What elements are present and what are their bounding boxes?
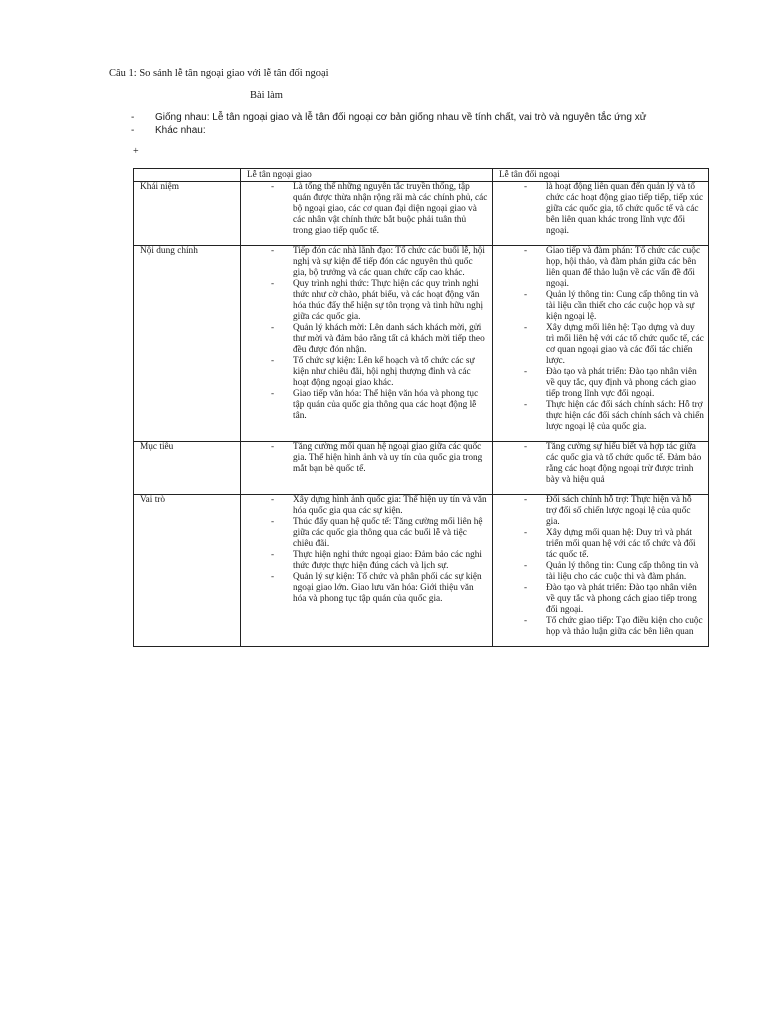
foreign-affairs-protocol-cell	[493, 182, 709, 246]
list-item	[247, 495, 488, 517]
item-text: Quản lý khách mời: Lên danh sách khách mời, gửi thư mời và đảm bảo rằng tất cả khách mời tiếp theo đều được đón nhận.	[293, 323, 485, 355]
item-text: Đối sách chính hỗ trợ: Thực hiện và hỗ trợ đối số chiến lược ngoại lệ của quốc gia.	[546, 495, 692, 527]
item-dash: -	[271, 495, 275, 505]
header-foreign-affairs-protocol: Lễ tân đối ngoại	[493, 169, 709, 182]
list-item	[499, 400, 704, 433]
table-row	[134, 442, 709, 495]
item-dash: -	[524, 400, 528, 410]
item-text: Tiếp đón các nhà lãnh đạo: Tổ chức các buổi lễ, hội nghị và sự kiện để tiếp đón các nguyên thủ quốc gia, bộ trưởng và các quan chức cấp cao khác.	[293, 246, 485, 278]
similarity-bullet	[131, 112, 646, 123]
item-dash: -	[271, 246, 275, 256]
item-text: là hoạt động liên quan đến quản lý và tổ chức các hoạt động giao tiếp tiếp, tiếp xúc giữa các quốc gia, tổ chức quốc tế và các bên liên quan khác trong lĩnh vực đối ngoại.	[546, 182, 704, 236]
item-list	[247, 246, 488, 422]
table-row	[134, 246, 709, 442]
item-text: Tăng cường sự hiểu biết và hợp tác giữa các quốc gia và tổ chức quốc tế. Đảm bảo rằng các hoạt động ngoại trừ được trình bày và hiệu quả	[546, 442, 702, 485]
item-dash: -	[524, 367, 528, 377]
item-dash: -	[524, 616, 528, 626]
item-dash: -	[271, 182, 275, 192]
item-dash: -	[524, 442, 528, 452]
list-item	[499, 323, 704, 367]
item-text: Thực hiện nghi thức ngoại giao: Đảm bảo các nghi thức được thực hiện đúng cách và lịch sự.	[293, 550, 482, 571]
table-header-row	[134, 169, 709, 182]
item-dash: -	[524, 290, 528, 300]
list-item	[247, 356, 488, 389]
question-title: Câu 1: So sánh lễ tân ngoại giao với lễ tân đối ngoại	[109, 68, 329, 79]
bullet-dash: -	[131, 112, 135, 123]
row-category: Vai trò	[134, 495, 241, 647]
list-item	[247, 389, 488, 422]
item-dash: -	[524, 561, 528, 571]
row-category: Khái niệm	[134, 182, 241, 246]
item-text: Quy trình nghi thức: Thực hiện các quy trình nghi thức như cờ chào, phát biểu, và các hoạt động văn hóa thúc đẩy thể hiện sự tôn trọng và tình hữu nghị giữa các quốc gia.	[293, 279, 484, 322]
list-item	[499, 561, 704, 583]
comparison-table	[133, 168, 709, 647]
header-cell-empty	[134, 169, 241, 182]
list-item	[499, 495, 704, 528]
item-text: Giao tiếp và đàm phán: Tổ chức các cuộc họp, hội thảo, và đàm phán giữa các bên liên quan để thảo luận về các vấn đề đối ngoại.	[546, 246, 701, 289]
item-list	[499, 182, 704, 237]
list-item	[247, 442, 488, 475]
item-text: Giao tiếp văn hóa: Thể hiện văn hóa và phong tục tập quán của quốc gia thông qua các hoạt động lễ tân.	[293, 389, 479, 421]
item-list	[499, 495, 704, 638]
similarity-text: Giống nhau: Lễ tân ngoại giao và lễ tân đối ngoại cơ bản giống nhau về tính chất, vai trò và nguyên tắc ứng xử	[155, 112, 647, 123]
list-item	[499, 182, 704, 237]
list-item	[499, 583, 704, 616]
foreign-affairs-protocol-cell	[493, 442, 709, 495]
item-dash: -	[524, 246, 528, 256]
list-item	[247, 279, 488, 323]
item-dash: -	[271, 572, 275, 582]
list-item	[499, 367, 704, 400]
diplomatic-protocol-cell	[241, 495, 493, 647]
item-text: Quản lý thông tin: Cung cấp thông tin và tài liệu cho các cuộc thi và đàm phán.	[546, 561, 699, 582]
list-item	[499, 246, 704, 290]
difference-bullet	[131, 125, 206, 136]
list-item	[499, 442, 704, 486]
item-text: Tổ chức giao tiếp: Tạo điều kiện cho cuộc họp và thảo luận giữa các bên liên quan	[546, 616, 703, 637]
item-dash: -	[271, 517, 275, 527]
item-list	[247, 182, 488, 237]
answer-heading: Bài làm	[250, 90, 283, 101]
diplomatic-protocol-cell	[241, 182, 493, 246]
diplomatic-protocol-cell	[241, 442, 493, 495]
item-dash: -	[271, 550, 275, 560]
item-dash: -	[524, 495, 528, 505]
item-list	[247, 442, 488, 475]
item-dash: -	[271, 279, 275, 289]
diplomatic-protocol-cell	[241, 246, 493, 442]
list-item	[499, 290, 704, 323]
plus-mark: +	[133, 146, 139, 157]
header-diplomatic-protocol: Lễ tân ngoại giao	[241, 169, 493, 182]
list-item	[247, 572, 488, 605]
foreign-affairs-protocol-cell	[493, 246, 709, 442]
list-item	[247, 182, 488, 237]
item-text: Đào tạo và phát triển: Đào tạo nhân viên về quy tắc và phong cách giao tiếp trong đối ngoại.	[546, 583, 697, 615]
list-item	[499, 528, 704, 561]
item-dash: -	[524, 583, 528, 593]
list-item	[499, 616, 704, 638]
item-text: Thúc đẩy quan hệ quốc tế: Tăng cường mối liên hệ giữa các quốc gia thông qua các buổi lễ và tiệc chiêu đãi.	[293, 517, 483, 549]
list-item	[247, 550, 488, 572]
bullet-dash: -	[131, 125, 135, 136]
row-category: Mục tiêu	[134, 442, 241, 495]
item-text: Tăng cường mối quan hệ ngoại giao giữa các quốc gia. Thể hiện hình ảnh và uy tín của quốc gia trong mắt bạn bè quốc tế.	[293, 442, 483, 474]
item-dash: -	[524, 182, 528, 192]
item-dash: -	[271, 323, 275, 333]
item-text: Quản lý sự kiện: Tổ chức và phân phối các sự kiện ngoại giao lớn. Giao lưu văn hóa: Giới thiệu văn hóa và phong tục tập quán của quốc gia.	[293, 572, 482, 604]
item-text: Quản lý thông tin: Cung cấp thông tin và tài liệu cần thiết cho các cuộc họp và sự kiện ngoại lệ.	[546, 290, 699, 322]
item-dash: -	[271, 442, 275, 452]
item-list	[499, 246, 704, 433]
list-item	[247, 246, 488, 279]
item-text: Xây dựng hình ảnh quốc gia: Thể hiện uy tín và văn hóa quốc gia qua các sự kiện.	[293, 495, 487, 516]
item-text: Đào tạo và phát triển: Đào tạo nhân viên về quy tắc, quy định và phong cách giao tiếp trong lĩnh vực đối ngoại.	[546, 367, 697, 399]
item-text: Xây dựng mối quan hệ: Duy trì và phát triển mối quan hệ với các tổ chức và đối tác quốc tế.	[546, 528, 696, 560]
list-item	[247, 323, 488, 356]
item-list	[499, 442, 704, 486]
table-row	[134, 495, 709, 647]
item-text: Tổ chức sự kiện: Lên kế hoạch và tổ chức các sự kiện như chiêu đãi, hội nghị thượng đỉnh và các hoạt động ngoại giao khác.	[293, 356, 475, 388]
item-text: Thực hiện các đối sách chính sách: Hỗ trợ thực hiện các đối sách chính sách và chiến lược ngoại lệ của quốc gia.	[546, 400, 704, 432]
item-text: Xây dựng mối liên hệ: Tạo dựng và duy trì mối liên hệ với các tổ chức quốc tế, các cơ quan ngoại giao và các đối tác chiến lược.	[546, 323, 704, 366]
item-dash: -	[524, 323, 528, 333]
item-dash: -	[524, 528, 528, 538]
difference-text: Khác nhau:	[155, 125, 206, 136]
foreign-affairs-protocol-cell	[493, 495, 709, 647]
list-item	[247, 517, 488, 550]
item-text: Là tổng thể những nguyên tắc truyền thống, tập quán được thừa nhận rộng rãi mà các chính phủ, các bộ ngoại giao, các cơ quan đại diện ngoại giao và các nhân vật chính thức bắt buộc phải tuân thủ trong giao tiếp quốc tế.	[293, 182, 488, 236]
item-list	[247, 495, 488, 605]
row-category: Nội dung chính	[134, 246, 241, 442]
item-dash: -	[271, 356, 275, 366]
table-row	[134, 182, 709, 246]
item-dash: -	[271, 389, 275, 399]
